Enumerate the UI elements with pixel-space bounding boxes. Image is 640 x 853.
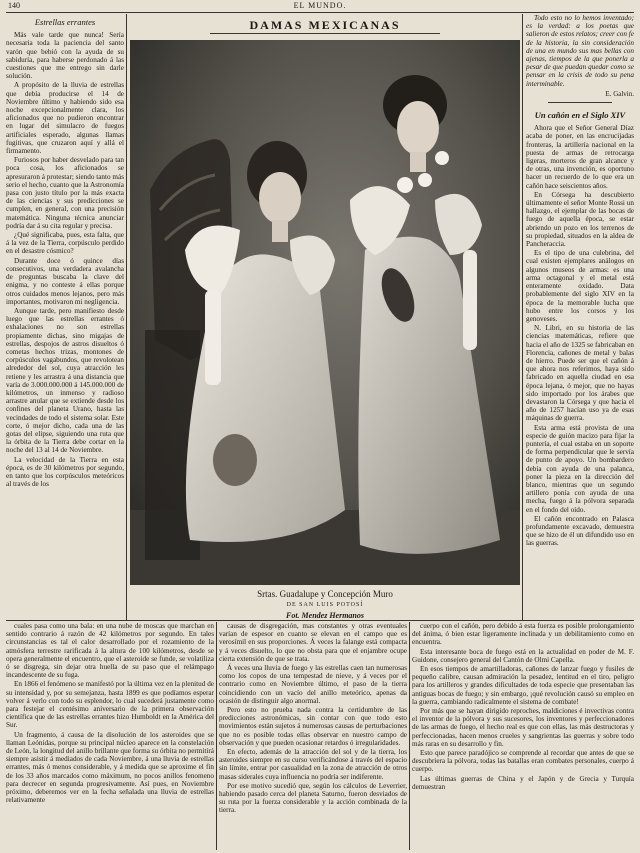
column-divider <box>216 622 217 850</box>
right-paragraph: En Córsega ha descubierto últimamente el señor Monte Rossi un hallazgo, el ejemplar de las bocas de fuego de aquella época, se estar abriendo un pozo en los terrenos de su propiedad, situados en la aldea de Pancheraccia. <box>526 190 634 249</box>
bottom-paragraph: cuerpo con el cañón, pero debido á esta fuerza es posible prolongamiento del ánima, ó bien estar ligeramente inclinada y un debilitamiento como en encuentra. <box>412 622 634 647</box>
bottom-column-1 <box>6 622 214 850</box>
left-paragraph: Más vale tarde que nunca! Sería necesaria toda la paciencia del santo varón que bebió con la ayuda de su sabiduría, para haberse perdonado á las cuestiones que me entrego sin darle solución. <box>6 31 124 81</box>
section-rule <box>548 102 613 103</box>
bottom-column-2 <box>219 622 407 850</box>
bottom-paragraph: Esta interesante boca de fuego está en la actualidad en poder de M. F. Guidone, consejero general del Cantón de Olmi Capella. <box>412 647 634 664</box>
left-paragraph: Aunque tarde, pero manifiesto desde luego que las estrellas errantes ó exhalaciones no son estrellas propiamente dichas, sino migajas de estrellas, despojos de astros disueltos ó cometas hechos trizas, montones de corpúsculos vagabundos, que revolotean alrededor del sol, cuya atracción les retiene y les arrastra á una distancia que varía de 3.000.000.000 á 145.000.000 de kilómetros, un inmenso y radioso arrastre anular que se extiende desde los confines del planeta Urano, hasta las vecindades de todo el sistema solar. Este corte, ó mejor dicho, cada una de las gotas del elipse, siguiendo una ruta que la órbita de la Tierra debe cortar en la noche del 13 al 14 de Noviembre. <box>6 306 124 455</box>
bottom-paragraph: Por ese motivo sucedió que, según los cálculos de Leverrier, habiendo pasado cerca del planeta Saturno, fueron desviados de su ruta por la fuerza considerable y la acción combinada de la tierra. <box>219 781 407 815</box>
bottom-paragraph: En esos tiempos de amartilladoras, cañones de lanzar fuego y fusiles de pequeño calibre, causan admiración la pesadez, lentitud en el tiro, peligro para los artilleros y grandes dificultades de toda especie que presentaban las antiguas bocas de fuego; y sin embargo, ¡qué revolución causó su empleo en la guerra, cambiando radicalmente el sistema de combate! <box>412 665 634 706</box>
bottom-paragraph: En efecto, además de la atracción del sol y de la tierra, los asteroides siempre en su curso verificándose á través del espacio sin límite, entrar por casualidad en la zona de atracción de otros masas siderales cuya influencia no podría ser indiferente. <box>219 748 407 781</box>
author-signature: E. Galvin. <box>605 89 634 98</box>
bottom-paragraph: Esto que parece paradójico se comprende al recordar que antes de que se descubriera la pólvora, todas las batallas eran combates personales, cuerpo á cuerpo. <box>412 749 634 774</box>
page-number: 140 <box>8 1 20 10</box>
bottom-paragraph: Las últimas guerras de China y el Japón y de Grecia y Turquía demuestran <box>412 774 634 791</box>
masthead: EL MUNDO. <box>293 1 347 10</box>
left-paragraph: Furiosos por haber desvelado para tan poca cosa, los aficionados se apresuraron á protestar; siendo tanto más serio el hecho, cuanto que la Astronomía pasa con justo título por la más exacta de las ciencias y sus predicciones se cumplen, en general, con una precisión matemática. Ninguna técnica anunciar podría dar á su cita regular y precisa. <box>6 156 124 230</box>
feature-title: DAMAS MEXICANAS <box>249 18 401 32</box>
title-rule <box>210 33 440 34</box>
right-paragraph: N. Libri, en su historia de las ciencias matemáticas, refiere que hacia el año de 1325 se fabricaban en Florencia, cañones de metal y balas de hierro. Puede ser que el cañón á que ahora nos referimos, haya sido fabricado en aquella ciudad en esa época lejana, ó mejor, que no hayas sido importado por los árabes que devastaron la Córsega y que hacia el año de 1257 hacían uso ya de esas máquinas de guerra. <box>526 324 634 423</box>
right-paragraph: Ahora que el Señor General Díaz acaba de poner, en las encrucijadas fronteras, la artillería nacional en la puesta de armas de retrocarga ligeras, morteros de gran alcance y de otras, una invención, es oportuno hacer un recuerdo de lo que era un cañón hace seiscientos años. <box>526 124 634 190</box>
left-column <box>6 14 124 619</box>
left-paragraph: Durante doce ó quince días consecutivos, una verdadera avalancha de preguntas buscaba la clave del enigma, y no conteste á ellas porque otros cuidados menos lejanos, pero más importantes, motivaron mi negligencia. <box>6 256 124 306</box>
bottom-paragraph: Por más que se hayan dirigido reproches, maldiciones é invectivas contra el inventor de la pólvora y sus sucesores, los inventores y perfeccionadores de las armas de fuego, el hecho real es que con ellas, las más destructoras y perfeccionadas, hacen menos crueles y sangrientas las guerras y sobre todo más raras en su desarrollo y fin. <box>412 707 634 748</box>
right-paragraph: El cañón encontrado en Palasca profundamente excavado, demuestra que se hizo de él un difundido uso en las guerras. <box>526 514 634 548</box>
horizontal-divider <box>6 620 634 621</box>
bottom-paragraph: Pero esto no prueba nada contra la certidumbre de las predicciones astronómicas, sin contar con que todo esto movimientos están sujetos á numerosas causas de perturbaciones que no es posible todas ellas observar en nuestro campo de observación y que pueden ocasionar retardos ó irregularidades. <box>219 706 407 747</box>
left-column-title: Estrellas errantes <box>34 17 96 27</box>
portrait-photograph <box>130 40 520 585</box>
right-paragraph: Esta arma está provista de una especie de guión macizo para fijar la puntería, el cual estaba en un soporte de forma perpendicular que le servía de punto de apoyo. Un bombardero debía con ayuda de una palanca, poner la pieza en la dirección del blanco, mientras que un segundo artillero ponía con ayuda de una mecha, fuego á la pólvora separada en el fondo del oído. <box>526 423 634 514</box>
bottom-paragraph: En 1866 el fenómeno se manifestó por la última vez en la plenitud de su intensidad y, por su semejanza, hasta 1899 es que podíamos esperar volver á verlo con todo su esplendor, lo cual sucederá justamente como para festejar el centésimo aniversario de la primera observación científica que de las estrellas errantes hizo Humboldt en la América del Sur. <box>6 680 214 730</box>
right-paragraph: Es el tipo de una culebrina, del cual existen ejemplares análogos en algunos museos de armas: es una arma octagonal y el metal está enteramente oxidado. Data probablemente del siglo XIV en la época de la memorable lucha que hubo entre los corsos y los genoveses. <box>526 249 634 323</box>
right-column <box>526 14 634 619</box>
bottom-paragraph: Á veces una lluvia de fuego y las estrellas caen tan numerosas como los copos de una tempestad de nieve, y á veces por el contrario como en Noviembre último, el paso de la tierra coincidiendo con un vacío del anillo meteórico, apenas da ocasión de distinguir algo anormal. <box>219 664 407 705</box>
bottom-paragraph: causas de disgregación, mas constantes y otras eventuales varían de espesor en cuanto se elevan en el campo que es verosímil en sus proporciones. Á veces la falange está compacta y á veces disuelto, lo que no obsta para que el enjambre ocupe cierta extensión de que se trata. <box>219 622 407 663</box>
left-paragraph: ¿Qué significaba, pues, esta falta, que á la vez de la Tierra, corpúsculo perdido en el desastre cósmico? <box>6 231 124 256</box>
column-divider <box>409 622 410 850</box>
bottom-paragraph: Un fragmento, á causa de la disolución de los asteroides que se llaman Leónidas, porque su principal núcleo aparece en la constelación de León, la longitud del anillo brillante que forma su órbita no permitirá siempre asistir á mediados de cada Noviembre, á una lluvia de estrellas errantes, más ó menos considerable, y á medida que se aproxime el fin de los 33 años marcados como máximum, no pocos anillos fenomeno para decrecer en segunda progresivamente. Así pues, en Noviembre próximo, deberemos ver en la fecha señalada una lluvia de estrellas relativamente <box>6 730 214 805</box>
right-intro-paragraph: Todo esto no lo hemos inventado; es la verdad: a los poetas que salieron de estos relatos; creer con fe de la historia, la sin consideración de una en mundo sus mas bellas con ajenas, tiempos de la que ponerla a pesar de que puedan quedar como se pensar en la crisis de todo su pena interminable. <box>526 14 634 88</box>
portrait-illustration <box>130 40 520 585</box>
bottom-column-3 <box>412 622 634 850</box>
bottom-paragraph: cuales pasa como una bala: en una nube de moscas que marchan en sentido contrario á razón de 42 kilómetros por segundo. En tales circunstancias es tal el calor desarrollado por el rozamiento de la atmósfera terrestre rarificada á la altura de 100 kilómetros, desde se opera generalmente el encuentro, que el asteroide se funde, se volatiliza ó se disgrega, sin dejar otra huella de su paso que el relámpago incandescente de su fuga. <box>6 622 214 680</box>
photo-caption-location: DE SAN LUIS POTOSÍ <box>286 602 364 608</box>
left-paragraph: La velocidad de la Tierra en esta época, es de 30 kilómetros por segundo, en tanto que los corpúsculos meteóricos al través de los <box>6 455 124 489</box>
photo-credit: Fot. Mendez Hermanos <box>285 611 364 620</box>
photo-caption: Srtas. Guadalupe y Concepción Muro <box>257 589 393 599</box>
left-paragraph: A propósito de la lluvia de estrellas que debía producirse el 14 de Noviembre último y habiendo sido esa noche excepcionalmente clara, los aficionados que no pudieron encontrar en lugar del simulacro de fuegos artificiales esperado, algunas llamas fugitivas, que cruzaron aquí y allá el firmamento. <box>6 81 124 156</box>
right-section-title: Un cañón en el Siglo XIV <box>534 110 626 121</box>
column-divider <box>522 14 523 620</box>
page-header <box>6 0 634 13</box>
column-divider <box>126 14 127 620</box>
